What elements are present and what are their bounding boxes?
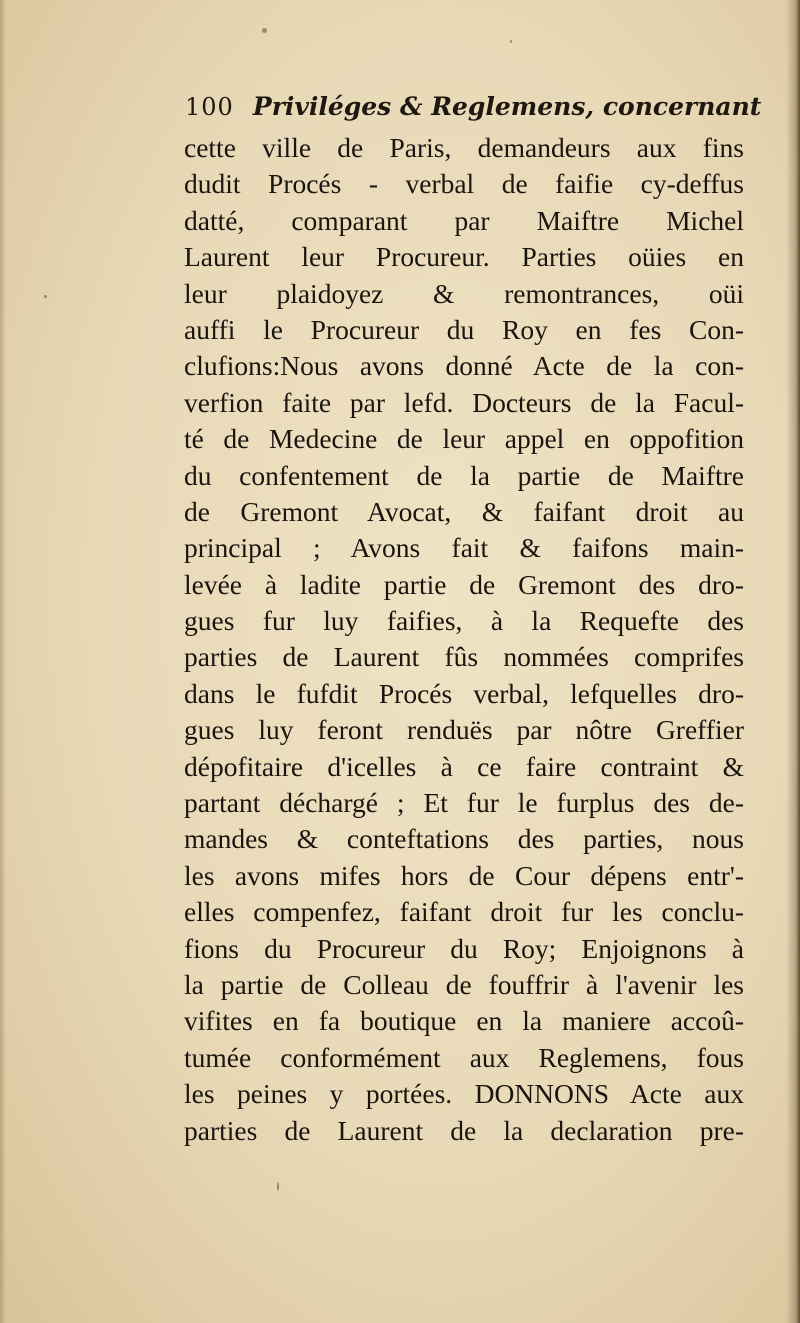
text-line: les avons mifes hors de Cour dépens entr'- xyxy=(184,859,744,891)
page-gutter xyxy=(0,0,6,1323)
page-edge-shadow xyxy=(786,0,800,1323)
text-line: mandes & conteftations des parties, nous xyxy=(184,823,744,855)
text-line: parties de Laurent de la declaration pre- xyxy=(184,1114,744,1146)
text-line: principal ; Avons fait & faifons main- xyxy=(184,532,744,564)
text-line: de Gremont Avocat, & faifant droit au xyxy=(184,495,744,527)
body-text xyxy=(184,130,744,1149)
text-line: elles compenfez, faifant droit fur les conclu- xyxy=(184,896,744,928)
text-line: gues luy feront renduës par nôtre Greffier xyxy=(184,714,744,746)
text-line: té de Medecine de leur appel en oppofition xyxy=(184,423,744,455)
text-line: les peines y portées. DONNONS Acte aux xyxy=(184,1078,744,1110)
text-line: datté, comparant par Maiftre Michel xyxy=(184,204,744,236)
text-line: fions du Procureur du Roy; Enjoignons à xyxy=(184,932,744,964)
paper-speck xyxy=(277,1182,279,1191)
text-line: dans le fufdit Procés verbal, lefquelles dro- xyxy=(184,677,744,709)
text-line: auffi le Procureur du Roy en fes Con- xyxy=(184,313,744,345)
paper-speck xyxy=(44,295,47,298)
text-line: dépofitaire d'icelles à ce faire contraint & xyxy=(184,750,744,782)
text-line: leur plaidoyez & remontrances, oüi xyxy=(184,277,744,309)
text-line: gues fur luy faifies, à la Requefte des xyxy=(184,605,744,637)
text-line: vifites en fa boutique en la maniere accoû- xyxy=(184,1005,744,1037)
text-line: cette ville de Paris, demandeurs aux fins xyxy=(184,132,744,163)
running-title: Priviléges & Reglemens, concernant xyxy=(252,92,762,121)
text-line: Laurent leur Procureur. Parties oüies en xyxy=(184,241,744,273)
text-line: du confentement de la partie de Maiftre xyxy=(184,459,744,491)
text-line: verfion faite par lefd. Docteurs de la Facul- xyxy=(184,386,744,418)
text-line: parties de Laurent fûs nommées comprifes xyxy=(184,641,744,673)
text-line: dudit Procés - verbal de faifie cy-deffus xyxy=(184,168,744,200)
page-header xyxy=(185,92,762,128)
text-line: levée à ladite partie de Gremont des dro- xyxy=(184,568,744,600)
paper-speck xyxy=(262,28,267,33)
text-line: clufions:Nous avons donné Acte de la con- xyxy=(184,350,744,382)
page-number: 100 xyxy=(185,93,234,121)
paper-speck xyxy=(510,40,512,43)
text-line: partant déchargé ; Et fur le furplus des de- xyxy=(184,787,744,819)
text-line: la partie de Colleau de fouffrir à l'avenir les xyxy=(184,968,744,1000)
text-line: tumée conformément aux Reglemens, fous xyxy=(184,1041,744,1073)
